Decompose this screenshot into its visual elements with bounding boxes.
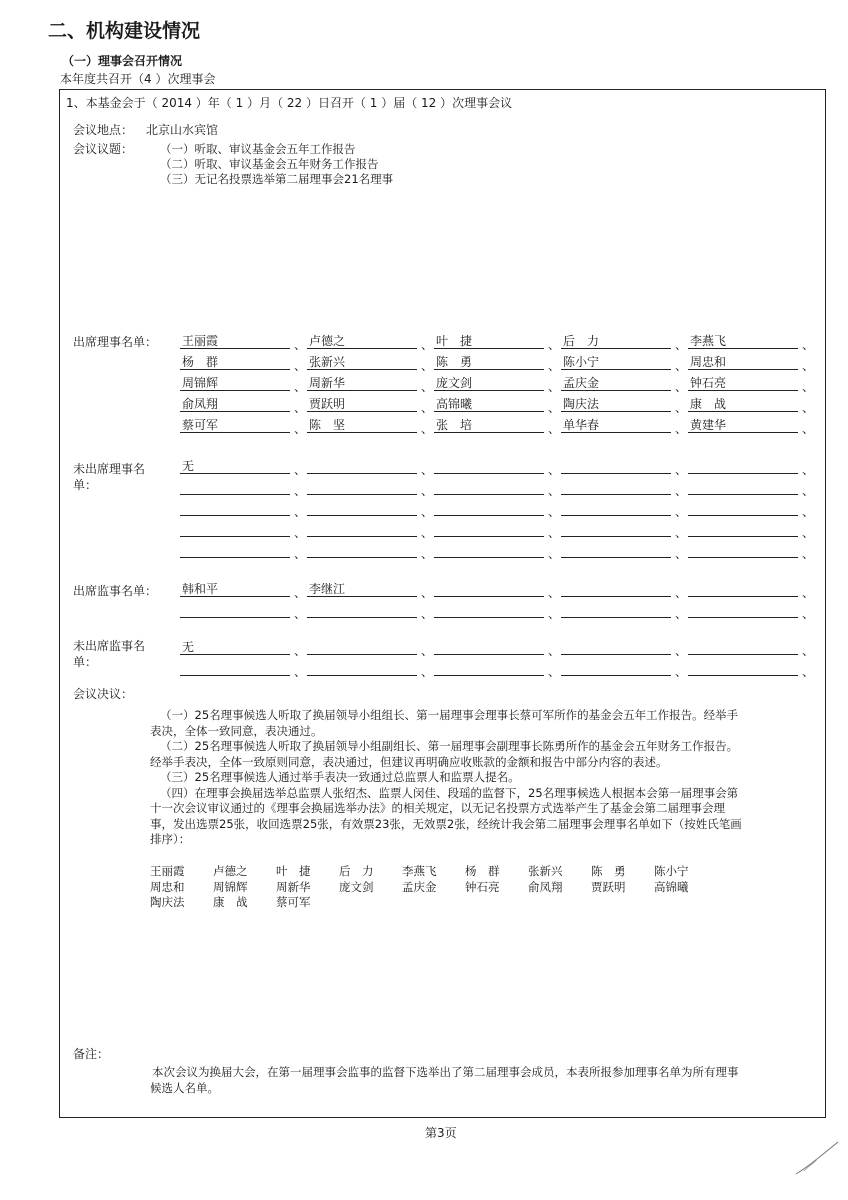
separator-mark: 、 xyxy=(421,644,434,658)
separator-mark: 、 xyxy=(675,338,688,352)
director-name-field: 蔡可军 xyxy=(180,417,290,433)
director-name-field: 俞凤翔 xyxy=(180,396,290,412)
director-name-field: 杨 群 xyxy=(180,354,290,370)
absent-director-field xyxy=(307,458,417,474)
elected-names-row xyxy=(150,880,717,896)
separator-mark: 、 xyxy=(802,607,815,621)
separator-mark: 、 xyxy=(675,505,688,519)
separator-mark: 、 xyxy=(548,380,561,394)
absent-directors-label: 未出席理事名 xyxy=(73,462,146,476)
separator-mark: 、 xyxy=(294,401,307,415)
resolution-item: （一）25名理事候选人听取了换届领导小组组长、第一届理事会理事长蔡可军所作的基金会五年工作报告。经举手表决，全体一致同意，表决通过。 xyxy=(150,708,739,738)
absent-director-field: 无 xyxy=(180,458,290,474)
resolution-item: （二）25名理事候选人听取了换届领导小组副组长、第一届理事会副理事长陈勇所作的基金会五年财务工作报告。经举手表决，全体一致原则同意，表决通过，但建议再明确应收账款的金额和报告中部分内容的表述。 xyxy=(150,739,739,769)
separator-mark: 、 xyxy=(675,422,688,436)
absent-director-field xyxy=(561,521,671,537)
elected-name: 李燕飞 xyxy=(402,864,437,878)
separator-mark: 、 xyxy=(294,422,307,436)
agenda-item: （三）无记名投票选举第二届理事会21名理事 xyxy=(160,172,394,186)
separator-mark: 、 xyxy=(294,586,307,600)
pen-mark-icon xyxy=(794,1138,840,1178)
absent-director-field xyxy=(561,479,671,495)
separator-mark: 、 xyxy=(421,665,434,679)
separator-mark: 、 xyxy=(421,484,434,498)
absent-director-field xyxy=(307,500,417,516)
separator-mark: 、 xyxy=(421,526,434,540)
elected-name: 俞凤翔 xyxy=(528,879,563,894)
separator-mark: 、 xyxy=(675,463,688,477)
absent-director-field xyxy=(688,542,798,558)
elected-name: 陶庆法 xyxy=(150,895,185,909)
absent-supervisor-field xyxy=(434,639,544,655)
separator-mark: 、 xyxy=(294,644,307,658)
absent-director-field xyxy=(688,458,798,474)
supervisor-name-field: 韩和平 xyxy=(180,581,290,597)
supervisor-name-field: 李继江 xyxy=(307,581,417,597)
separator-mark: 、 xyxy=(421,422,434,436)
director-name-field: 高锦曦 xyxy=(434,396,544,412)
absent-director-field xyxy=(180,479,290,495)
separator-mark: 、 xyxy=(548,338,561,352)
director-name-field: 陈小宁 xyxy=(561,354,671,370)
absent-director-field xyxy=(688,479,798,495)
separator-mark: 、 xyxy=(802,644,815,658)
absent-director-field xyxy=(307,521,417,537)
elected-name: 蔡可军 xyxy=(276,895,311,909)
absent-director-field xyxy=(561,458,671,474)
director-name-field: 后 力 xyxy=(561,333,671,349)
separator-mark: 、 xyxy=(421,505,434,519)
elected-name: 后 力 xyxy=(339,864,374,878)
absent-supervisors-label: 未出席监事名 xyxy=(73,639,146,653)
elected-names-row xyxy=(150,864,717,880)
absent-director-field xyxy=(434,479,544,495)
elected-name: 卢德之 xyxy=(213,864,248,878)
supervisor-name-field xyxy=(688,581,798,597)
attending-directors-label: 出席理事名单： xyxy=(73,335,158,349)
elected-name: 陈 勇 xyxy=(591,864,626,878)
separator-mark: 、 xyxy=(421,547,434,561)
separator-mark: 、 xyxy=(548,547,561,561)
director-name-field: 孟庆金 xyxy=(561,375,671,391)
separator-mark: 、 xyxy=(548,505,561,519)
director-name-field: 周忠和 xyxy=(688,354,798,370)
elected-name: 杨 群 xyxy=(465,864,500,878)
resolutions-body xyxy=(150,708,742,848)
director-name-field: 贾跃明 xyxy=(307,396,417,412)
absent-supervisor-field xyxy=(688,639,798,655)
supervisor-name-field xyxy=(180,602,290,618)
location-value: 北京山水宾馆 xyxy=(146,123,219,137)
separator-mark: 、 xyxy=(675,665,688,679)
director-name-field: 黄建华 xyxy=(688,417,798,433)
elected-name: 庞文剑 xyxy=(339,879,374,894)
absent-director-field xyxy=(434,521,544,537)
supervisor-name-field xyxy=(561,581,671,597)
separator-mark: 、 xyxy=(675,586,688,600)
director-name-field: 庞文剑 xyxy=(434,375,544,391)
absent-director-field xyxy=(688,500,798,516)
separator-mark: 、 xyxy=(294,484,307,498)
remarks-text: 本次会议为换届大会，在第一届理事会监事的监督下选举出了第二届理事会成员，本表所报参加理事名单为所有理事候选人名单。 xyxy=(150,1065,739,1095)
resolutions-label: 会议决议： xyxy=(73,687,134,701)
separator-mark: 、 xyxy=(294,463,307,477)
supervisor-name-field xyxy=(434,602,544,618)
separator-mark: 、 xyxy=(675,359,688,373)
director-name-field: 叶 捷 xyxy=(434,333,544,349)
separator-mark: 、 xyxy=(802,380,815,394)
page-number: 第3页 xyxy=(425,1126,457,1140)
separator-mark: 、 xyxy=(548,401,561,415)
absent-director-field xyxy=(561,542,671,558)
separator-mark: 、 xyxy=(294,547,307,561)
separator-mark: 、 xyxy=(548,422,561,436)
absent-supervisor-field xyxy=(561,660,671,676)
elected-name: 周忠和 xyxy=(150,879,185,894)
separator-mark: 、 xyxy=(548,484,561,498)
separator-mark: 、 xyxy=(421,607,434,621)
elected-names-row xyxy=(150,895,717,911)
separator-mark: 、 xyxy=(421,401,434,415)
separator-mark: 、 xyxy=(802,586,815,600)
absent-director-field xyxy=(180,500,290,516)
separator-mark: 、 xyxy=(421,359,434,373)
separator-mark: 、 xyxy=(802,505,815,519)
agenda-item: （一）听取、审议基金会五年工作报告 xyxy=(160,142,356,156)
director-name-field: 卢德之 xyxy=(307,333,417,349)
director-name-field: 单华春 xyxy=(561,417,671,433)
elected-name: 周新华 xyxy=(276,879,311,894)
separator-mark: 、 xyxy=(675,607,688,621)
director-name-field: 康 战 xyxy=(688,396,798,412)
absent-supervisor-field xyxy=(561,639,671,655)
separator-mark: 、 xyxy=(548,359,561,373)
absent-director-field xyxy=(434,500,544,516)
separator-mark: 、 xyxy=(294,359,307,373)
absent-directors-label-cont: 单： xyxy=(73,478,98,492)
absent-director-field xyxy=(307,479,417,495)
separator-mark: 、 xyxy=(421,463,434,477)
director-name-field: 张 培 xyxy=(434,417,544,433)
supervisor-name-field xyxy=(688,602,798,618)
director-name-field: 李燕飞 xyxy=(688,333,798,349)
separator-mark: 、 xyxy=(802,547,815,561)
separator-mark: 、 xyxy=(675,644,688,658)
director-name-field: 张新兴 xyxy=(307,354,417,370)
separator-mark: 、 xyxy=(675,547,688,561)
separator-mark: 、 xyxy=(421,586,434,600)
elected-name: 叶 捷 xyxy=(276,864,311,878)
separator-mark: 、 xyxy=(548,607,561,621)
meeting-line: 1、本基金会于（ 2014 ）年（ 1 ）月（ 22 ）日召开（ 1 ）届（ 12 ）次理事会议 xyxy=(66,96,513,110)
elected-name: 贾跃明 xyxy=(591,879,626,894)
elected-name: 钟石亮 xyxy=(465,879,500,894)
agenda-item: （二）听取、审议基金会五年财务工作报告 xyxy=(160,157,379,171)
separator-mark: 、 xyxy=(548,526,561,540)
absent-supervisors-label-cont: 单： xyxy=(73,655,98,669)
supervisor-name-field xyxy=(561,602,671,618)
absent-director-field xyxy=(307,542,417,558)
absent-supervisor-field xyxy=(688,660,798,676)
remarks-label: 备注： xyxy=(73,1047,110,1061)
absent-supervisor-field: 无 xyxy=(180,639,290,655)
location-label: 会议地点： xyxy=(73,123,134,137)
director-name-field: 周锦辉 xyxy=(180,375,290,391)
separator-mark: 、 xyxy=(421,380,434,394)
separator-mark: 、 xyxy=(548,665,561,679)
elected-name: 高锦曦 xyxy=(654,879,689,894)
supervisor-name-field xyxy=(307,602,417,618)
elected-name: 陈小宁 xyxy=(654,864,689,878)
separator-mark: 、 xyxy=(294,338,307,352)
separator-mark: 、 xyxy=(294,607,307,621)
separator-mark: 、 xyxy=(675,526,688,540)
elected-names-list xyxy=(150,864,717,911)
year-summary: 本年度共召开（4 ）次理事会 xyxy=(60,72,216,86)
director-name-field: 陈 勇 xyxy=(434,354,544,370)
section-title: 二、机构建设情况 xyxy=(48,20,201,42)
absent-supervisor-field xyxy=(434,660,544,676)
elected-name: 孟庆金 xyxy=(402,879,437,894)
separator-mark: 、 xyxy=(802,463,815,477)
separator-mark: 、 xyxy=(294,505,307,519)
separator-mark: 、 xyxy=(802,401,815,415)
director-name-field: 陈 坚 xyxy=(307,417,417,433)
absent-director-field xyxy=(688,521,798,537)
absent-director-field xyxy=(180,521,290,537)
separator-mark: 、 xyxy=(802,422,815,436)
agenda-label: 会议议题： xyxy=(73,142,134,156)
separator-mark: 、 xyxy=(802,338,815,352)
separator-mark: 、 xyxy=(802,484,815,498)
absent-director-field xyxy=(434,542,544,558)
elected-name: 康 战 xyxy=(213,895,248,909)
absent-director-field xyxy=(180,542,290,558)
attending-supervisors-label: 出席监事名单： xyxy=(73,584,158,598)
separator-mark: 、 xyxy=(675,484,688,498)
separator-mark: 、 xyxy=(675,380,688,394)
absent-director-field xyxy=(434,458,544,474)
separator-mark: 、 xyxy=(802,526,815,540)
subsection-title: （一）理事会召开情况 xyxy=(62,54,183,68)
elected-name: 王丽霞 xyxy=(150,864,185,878)
director-name-field: 王丽霞 xyxy=(180,333,290,349)
absent-supervisor-field xyxy=(307,639,417,655)
separator-mark: 、 xyxy=(548,586,561,600)
separator-mark: 、 xyxy=(421,338,434,352)
elected-name: 张新兴 xyxy=(528,864,563,878)
resolution-item: （三）25名理事候选人通过举手表决一致通过总监票人和监票人提名。 xyxy=(160,770,520,784)
separator-mark: 、 xyxy=(802,665,815,679)
separator-mark: 、 xyxy=(294,665,307,679)
absent-supervisor-field xyxy=(180,660,290,676)
absent-director-field xyxy=(561,500,671,516)
separator-mark: 、 xyxy=(548,463,561,477)
separator-mark: 、 xyxy=(802,359,815,373)
separator-mark: 、 xyxy=(294,380,307,394)
separator-mark: 、 xyxy=(548,644,561,658)
separator-mark: 、 xyxy=(294,526,307,540)
director-name-field: 周新华 xyxy=(307,375,417,391)
elected-name: 周锦辉 xyxy=(213,879,248,894)
supervisor-name-field xyxy=(434,581,544,597)
director-name-field: 钟石亮 xyxy=(688,375,798,391)
separator-mark: 、 xyxy=(675,401,688,415)
director-name-field: 陶庆法 xyxy=(561,396,671,412)
absent-supervisor-field xyxy=(307,660,417,676)
resolution-item: （四）在理事会换届选举总监票人张绍杰、监票人闵佳、段瑶的监督下，25名理事候选人根据本会第一届理事会第十一次会议审议通过的《理事会换届选举办法》的相关规定，以无记名投票方式选举产生了基金会第二届理事会理事，发出选票25张，收回选票25张，有效票23张，无效票2张，经统计我会第二届理事会理事名单如下（按姓氏笔画排序）： xyxy=(150,785,742,846)
